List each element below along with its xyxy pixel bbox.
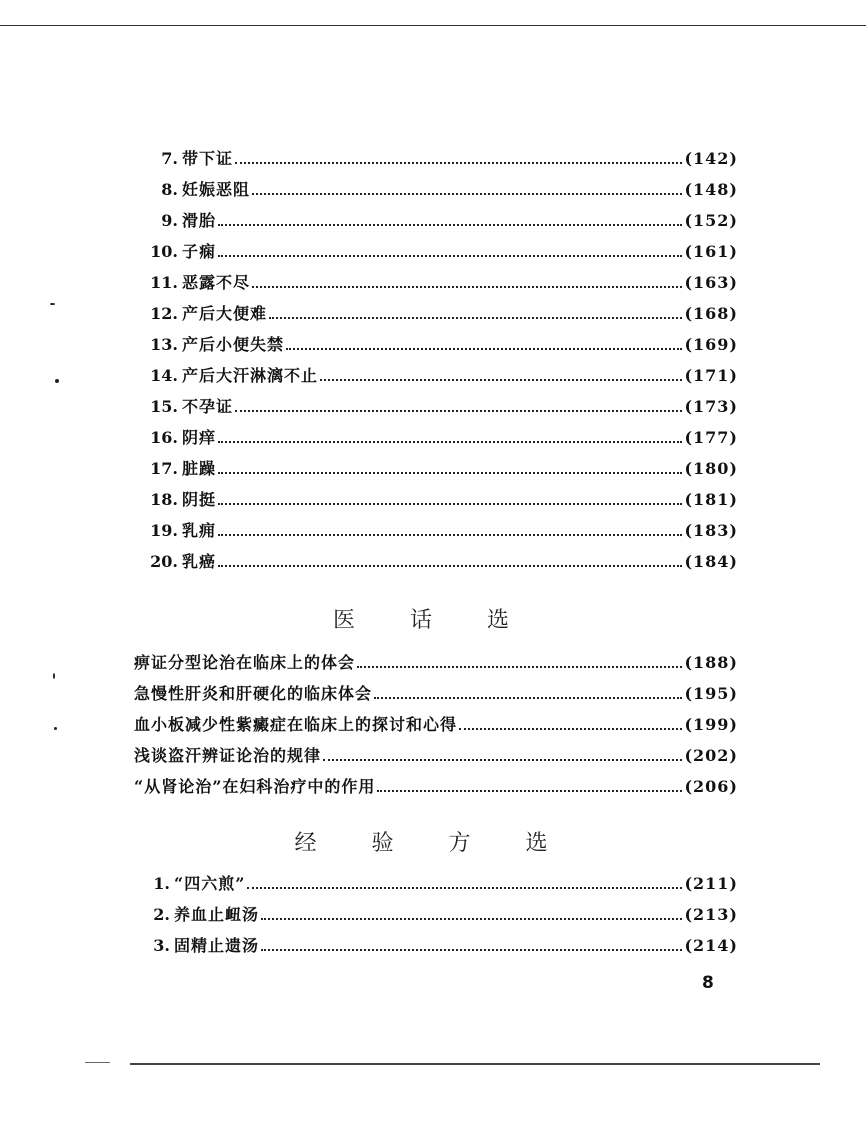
toc-entry-page: (152) [684,211,738,230]
toc-entry-number: 15. [150,397,178,416]
dot-leader [218,255,682,257]
toc-list-jingyan [134,868,738,961]
toc-entry-page: (214) [684,936,738,955]
toc-list-part1 [134,143,738,577]
toc-entry-title: 急慢性肝炎和肝硬化的临床体会 [134,684,373,703]
toc-entry[interactable] [134,205,738,236]
toc-entry-page: (169) [684,335,738,354]
toc-entry-number: 7. [161,149,178,168]
toc-entry-title: 阴痒 [182,428,217,447]
toc-entry-number: 10. [150,242,178,261]
dot-leader [218,503,682,505]
dot-leader [320,379,682,381]
dot-leader [218,441,682,443]
toc-entry[interactable] [134,174,738,205]
toc-entry-title: 滑胎 [182,211,217,230]
toc-entry-page: (195) [684,684,738,703]
dot-leader [269,317,682,319]
toc-entry-title: “从肾论治”在妇科治疗中的作用 [134,777,376,796]
toc-entry-page: (202) [684,746,738,765]
toc-entry-page: (181) [684,490,738,509]
toc-entry-page: (184) [684,552,738,571]
dot-leader [286,348,682,350]
toc-entry-number: 16. [150,428,178,447]
section-heading-yihua: 医 话 选 [333,608,533,633]
dot-leader [261,949,682,951]
scan-speck [50,303,55,305]
toc-entry-page: (168) [684,304,738,323]
toc-entry[interactable] [134,678,738,709]
toc-entry[interactable] [134,771,738,802]
dot-leader [357,666,682,668]
toc-entry-number: 8. [161,180,178,199]
toc-entry-number: 13. [150,335,178,354]
dot-leader [374,697,682,699]
toc-entry-title: “四六煎” [174,874,246,893]
toc-entry-title: 乳癌 [182,552,217,571]
toc-entry[interactable] [134,484,738,515]
toc-entry-title: 乳痈 [182,521,217,540]
toc-entry[interactable] [134,899,738,930]
toc-entry[interactable] [134,546,738,577]
dot-leader [252,286,682,288]
toc-entry-number: 9. [161,211,178,230]
dot-leader [261,918,682,920]
toc-entry[interactable] [134,868,738,899]
toc-entry-number: 12. [150,304,178,323]
toc-entry-title: 带下证 [182,149,234,168]
toc-entry-number: 3. [153,936,170,955]
toc-entry[interactable] [134,360,738,391]
toc-entry-page: (211) [684,874,738,893]
toc-entry-page: (199) [684,715,738,734]
dot-leader [252,193,682,195]
toc-entry-number: 11. [150,273,178,292]
top-rule [0,25,866,26]
toc-entry-number: 18. [150,490,178,509]
toc-entry[interactable] [134,236,738,267]
toc-entry-title: 血小板减少性紫癜症在临床上的探讨和心得 [134,715,458,734]
toc-entry-page: (206) [684,777,738,796]
toc-entry-title: 阴挺 [182,490,217,509]
toc-entry-title: 恶露不尽 [182,273,251,292]
toc-entry[interactable] [134,143,738,174]
toc-entry-title: 养血止衄汤 [174,905,260,924]
toc-entry-title: 不孕证 [182,397,234,416]
toc-entry-number: 20. [150,552,178,571]
toc-entry-page: (188) [684,653,738,672]
toc-entry-title: 固精止遗汤 [174,936,260,955]
toc-list-yihua [134,647,738,802]
toc-entry-page: (213) [684,905,738,924]
dot-leader [235,410,682,412]
scan-speck [55,379,59,383]
toc-entry-page: (163) [684,273,738,292]
scan-speck [53,673,55,679]
toc-entry-title: 产后大汗淋漓不止 [182,366,319,385]
dot-leader [459,728,682,730]
toc-entry[interactable] [134,515,738,546]
dot-leader [218,224,682,226]
toc-entry[interactable] [134,709,738,740]
toc-entry[interactable] [134,740,738,771]
toc-entry-page: (173) [684,397,738,416]
toc-entry[interactable] [134,329,738,360]
toc-entry-title: 浅谈盗汗辨证论治的规律 [134,746,322,765]
page-number: 8 [702,973,714,993]
toc-entry-number: 1. [153,874,170,893]
dot-leader [323,759,682,761]
toc-entry-title: 产后大便难 [182,304,268,323]
section-heading-jingyan: 经 验 方 选 [294,831,572,856]
toc-entry-number: 17. [150,459,178,478]
toc-entry[interactable] [134,647,738,678]
toc-entry[interactable] [134,391,738,422]
dot-leader [218,565,682,567]
toc-entry-page: (183) [684,521,738,540]
dot-leader [218,472,682,474]
toc-entry-title: 妊娠恶阻 [182,180,251,199]
toc-entry-title: 脏躁 [182,459,217,478]
toc-entry-number: 19. [150,521,178,540]
toc-entry-title: 子痫 [182,242,217,261]
toc-entry[interactable] [134,930,738,961]
dot-leader [247,887,682,889]
toc-entry[interactable] [134,298,738,329]
dot-leader [377,790,682,792]
toc-entry-title: 产后小便失禁 [182,335,285,354]
dot-leader [218,534,682,536]
toc-entry-page: (180) [684,459,738,478]
toc-entry-page: (148) [684,180,738,199]
toc-entry[interactable] [134,422,738,453]
toc-entry-title: 痹证分型论治在临床上的体会 [134,653,356,672]
scan-speck [54,727,57,730]
toc-entry-page: (142) [684,149,738,168]
toc-entry-number: 2. [153,905,170,924]
toc-entry[interactable] [134,453,738,484]
bottom-rule [130,1063,820,1065]
toc-entry[interactable] [134,267,738,298]
toc-entry-number: 14. [150,366,178,385]
toc-entry-page: (171) [684,366,738,385]
toc-entry-page: (177) [684,428,738,447]
bottom-rule-stub [85,1062,110,1063]
dot-leader [235,162,682,164]
toc-entry-page: (161) [684,242,738,261]
